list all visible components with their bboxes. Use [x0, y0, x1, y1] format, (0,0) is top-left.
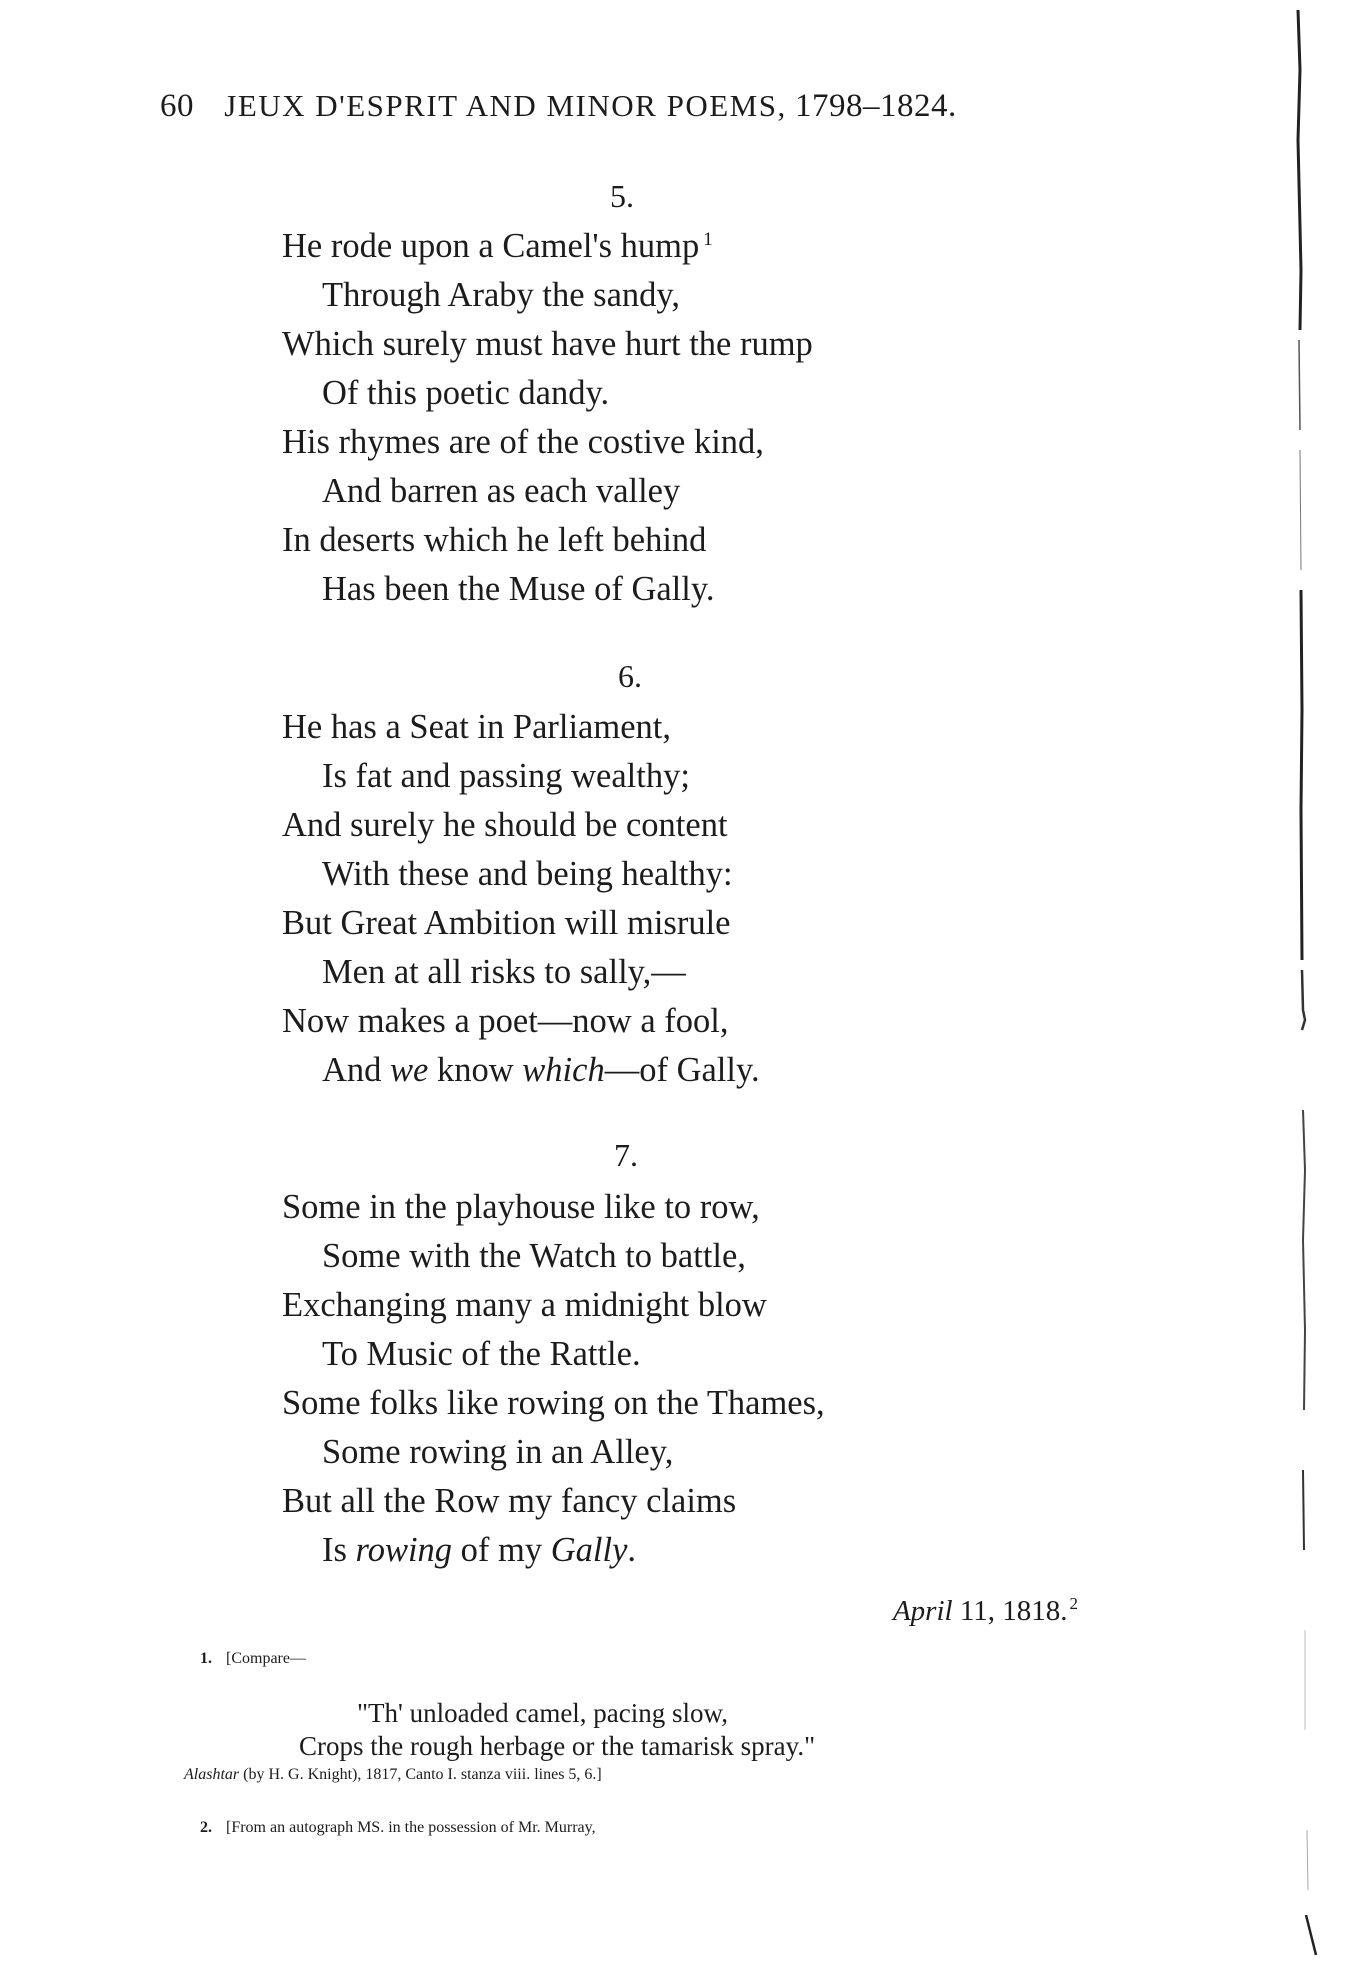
verse-line: His rhymes are of the costive kind,: [282, 423, 764, 461]
footnote-2: 2. [From an autograph MS. in the possession of Mr. Murray,: [200, 1819, 596, 1836]
running-years: 1798–1824.: [794, 88, 957, 124]
stanza-6: [282, 703, 760, 1095]
verse-line: Some with the Watch to battle,: [322, 1237, 746, 1275]
stanza-number-5: 5.: [610, 178, 634, 214]
page-number: 60: [160, 88, 194, 124]
poem-date: April 11, 1818. $^2$: [892, 1594, 1078, 1627]
verse-line: Is fat and passing wealthy;: [322, 757, 690, 795]
verse-line: Some in the playhouse like to row,: [282, 1188, 760, 1226]
stanza-number-6: 6.: [618, 658, 642, 694]
footnote-ref-2: 2: [1069, 1594, 1078, 1614]
footnote-ref-1: 1: [703, 228, 713, 250]
verse-line: To Music of the Rattle.: [322, 1335, 641, 1373]
verse-line: Has been the Muse of Gally.: [322, 570, 715, 608]
footnote-number: 2.: [200, 1819, 212, 1836]
verse-line: He rode upon a Camel's hump $^1$: [282, 227, 713, 265]
footnote-quote-line: "Th' unloaded camel, pacing slow,: [357, 1698, 729, 1728]
footnote-number: 1.: [200, 1650, 212, 1667]
footnote-1-source: Alashtar (by H. G. Knight), 1817, Canto I. stanza viii. lines 5, 6.]: [184, 1766, 602, 1783]
stanza-7: [282, 1183, 825, 1575]
verse-line: Exchanging many a midnight blow: [282, 1286, 767, 1324]
footnote-1-intro: 1. [Compare—: [200, 1650, 306, 1667]
stanza-5: [282, 222, 813, 614]
verse-line: Men at all risks to sally,—: [322, 953, 686, 991]
verse-line: And barren as each valley: [322, 472, 681, 510]
verse-line: With these and being healthy:: [322, 855, 733, 893]
verse-line: Some folks like rowing on the Thames,: [282, 1384, 825, 1422]
verse-line: Which surely must have hurt the rump: [282, 325, 813, 363]
stanza-number-7: 7.: [614, 1137, 638, 1173]
verse-line: Is rowing of my Gally.: [322, 1531, 637, 1569]
verse-line: Through Araby the sandy,: [322, 276, 681, 314]
verse-line: And we know which—of Gally.: [322, 1051, 760, 1089]
verse-line: Some rowing in an Alley,: [322, 1433, 674, 1471]
page-edge-scan-marks: [1288, 10, 1348, 1960]
verse-line: But Great Ambition will misrule: [282, 904, 731, 942]
verse-line: He has a Seat in Parliament,: [282, 708, 671, 746]
verse-line: But all the Row my fancy claims: [282, 1482, 737, 1520]
running-title: JEUX D'ESPRIT AND MINOR POEMS,: [224, 88, 787, 123]
verse-line: And surely he should be content: [282, 806, 728, 844]
verse-line: In deserts which he left behind: [282, 521, 707, 559]
verse-line: Of this poetic dandy.: [322, 374, 610, 412]
footnote-quote-line: Crops the rough herbage or the tamarisk spray.": [299, 1731, 816, 1761]
verse-line: Now makes a poet—now a fool,: [282, 1002, 729, 1040]
running-header: [160, 88, 957, 125]
